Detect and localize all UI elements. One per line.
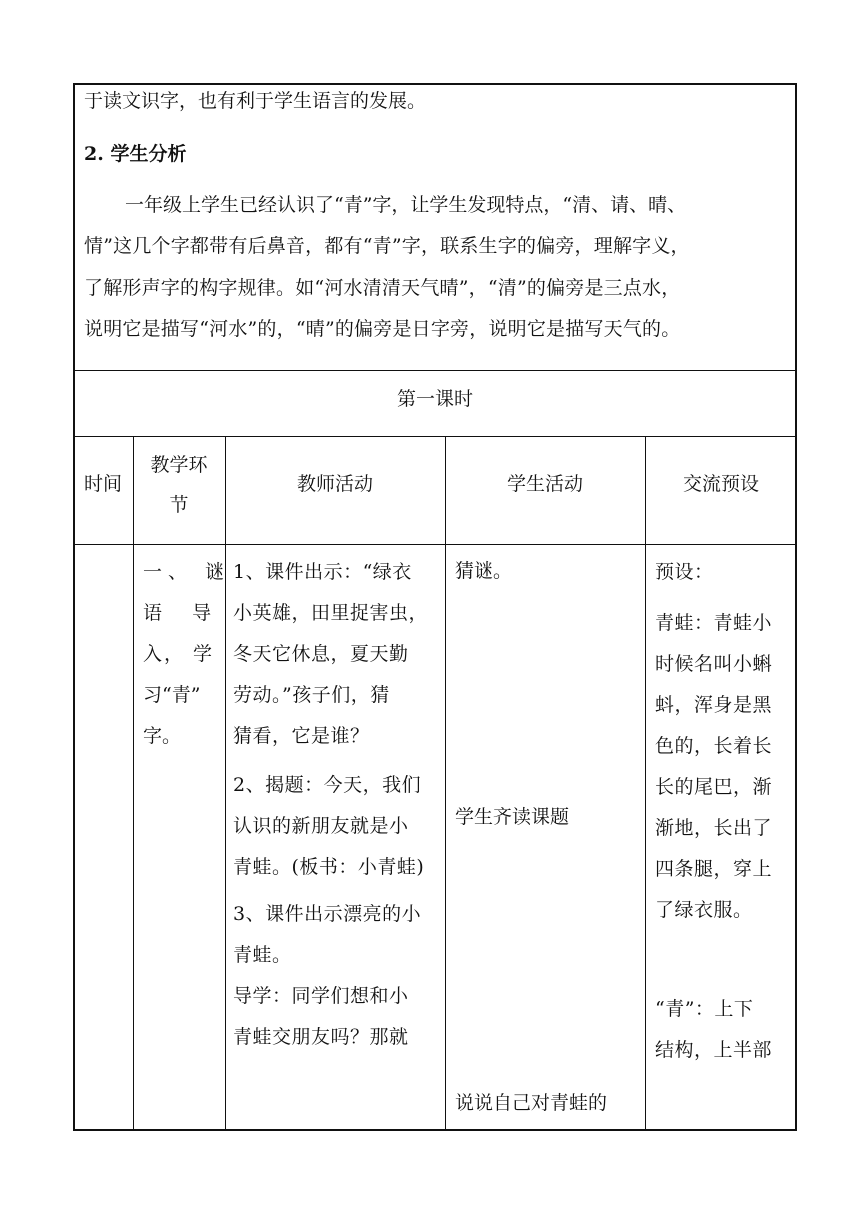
section-heading: 2. 学生分析: [84, 143, 187, 165]
header-stage-line: 节: [169, 494, 189, 516]
analysis-line: 说明它是描写“河水”的，“晴”的偏旁是日字旁，说明它是描写天气的。: [84, 318, 681, 340]
header-student: 学生活动: [506, 473, 583, 495]
preset-line: 四条腿，穿上: [655, 858, 773, 880]
analysis-line: 了解形声字的构字规律。如“河水清清天气晴”，“清”的偏旁是三点水，: [84, 277, 681, 299]
stage-cell: [143, 552, 231, 757]
column-divider: [225, 436, 226, 1131]
header-stage-line: 教学环: [150, 454, 208, 476]
preset-line: 青蛙：青蛙小: [655, 612, 773, 634]
preset-line: 时候名叫小蝌: [655, 653, 773, 675]
preset-line: 蚪，浑身是黑: [655, 694, 773, 716]
teacher-line: 青蛙。(板书：小青蛙): [233, 856, 425, 878]
stage-line: 字。: [143, 725, 182, 747]
row-divider: [73, 436, 797, 437]
preset-line: 长的尾巴，渐: [655, 776, 773, 798]
stage-line: 语 导: [143, 602, 218, 624]
teacher-line: 1、课件出示：“绿衣: [233, 561, 412, 583]
preset-line: 渐地，长出了: [655, 817, 773, 839]
student-item: 说说自己对青蛙的: [455, 1092, 608, 1114]
column-divider: [133, 436, 134, 1131]
teacher-line: 冬天它休息，夏天勤: [233, 643, 409, 665]
student-item: 猜谜。: [455, 560, 513, 582]
teacher-line: 劳动。”孩子们，猜: [233, 684, 390, 706]
stage-line: 习“青”: [143, 684, 201, 706]
teacher-line: 2、揭题：今天，我们: [233, 774, 422, 796]
stage-line: 入， 学: [143, 643, 215, 665]
column-divider: [645, 436, 646, 1131]
preset-line: 了绿衣服。: [655, 899, 753, 921]
stage-line: 一、 谜: [143, 561, 231, 583]
teacher-line: 青蛙交朋友吗？那就: [233, 1026, 409, 1048]
lesson-title: 第一课时: [396, 388, 473, 410]
teacher-line: 小英雄，田里捉害虫，: [233, 602, 429, 624]
analysis-line: 情”这几个字都带有后鼻音，都有“青”字，联系生字的偏旁，理解字义，: [84, 235, 690, 257]
teacher-line: 导学：同学们想和小: [233, 985, 409, 1007]
teacher-line: 青蛙。: [233, 944, 292, 966]
row-divider: [73, 544, 797, 545]
header-preset: 交流预设: [682, 473, 759, 495]
preset-cell: [655, 552, 793, 1071]
preset-line: 色的，长着长: [655, 735, 773, 757]
teacher-cell: [233, 552, 441, 1058]
header-teacher: 教师活动: [296, 473, 373, 495]
teacher-line: 3、课件出示漂亮的小: [233, 903, 422, 925]
preset-line: “青”：上下: [655, 998, 754, 1020]
student-item: 学生齐读课题: [455, 806, 570, 828]
analysis-line: 一年级上学生已经认识了“青”字，让学生发现特点，“清、请、晴、: [125, 194, 687, 216]
teacher-line: 认识的新朋友就是小: [233, 815, 409, 837]
intro-tail: 于读文识字，也有利于学生语言的发展。: [84, 90, 427, 112]
preset-line: 预设：: [655, 561, 714, 583]
teacher-line: 猜看，它是谁？: [233, 725, 370, 747]
column-divider: [445, 436, 446, 1131]
header-stage: [133, 445, 225, 525]
row-divider: [73, 370, 797, 371]
header-time: 时间: [83, 473, 122, 495]
preset-line: 结构，上半部: [655, 1039, 773, 1061]
